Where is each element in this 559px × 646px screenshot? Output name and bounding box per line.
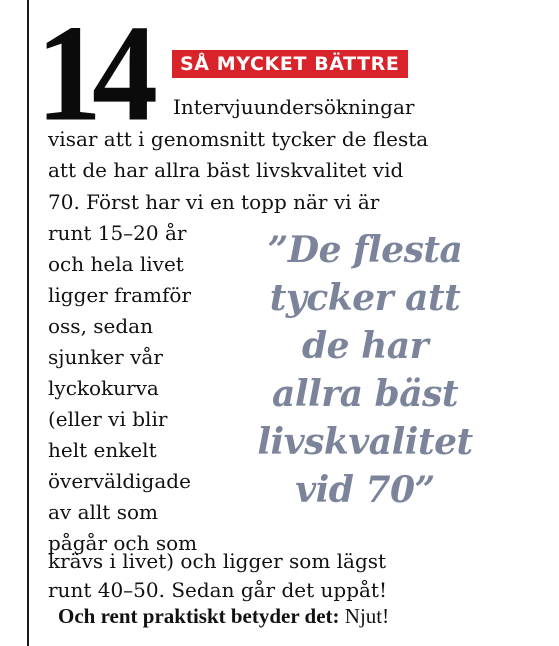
body-line: helt enkelt <box>48 438 157 462</box>
body-line: av allt som <box>48 500 158 524</box>
pull-quote-line: allra bäst <box>272 373 458 415</box>
pull-quote-line: livskvalitet <box>257 421 473 463</box>
body-line: (eller vi blir <box>48 407 168 431</box>
body-line: överväldigade <box>48 469 191 493</box>
pull-quote-line: de har <box>301 325 429 367</box>
body-line: runt 40–50. Sedan går det uppåt! <box>48 578 387 602</box>
pull-quote-line: vid 70” <box>295 469 435 511</box>
pull-quote <box>236 226 494 514</box>
body-line: runt 15–20 år <box>48 221 187 245</box>
body-line: och hela livet <box>48 252 184 276</box>
body-line: visar att i genomsnitt tycker de flesta <box>48 127 429 151</box>
article-number: 14 <box>36 0 148 150</box>
closing-line <box>58 603 389 629</box>
body-line: sjunker vår <box>48 345 163 369</box>
left-column-rule <box>27 0 29 646</box>
section-badge: SÅ MYCKET BÄTTRE <box>172 50 408 78</box>
body-line: Intervjuundersökningar <box>173 95 415 119</box>
closing-bold: Och rent praktiskt betyder det: <box>58 604 340 628</box>
body-line: krävs i livet) och ligger som lägst <box>48 549 387 573</box>
body-line: pågår och som <box>48 531 198 555</box>
body-line: ligger framför <box>48 283 192 307</box>
body-line: oss, sedan <box>48 314 153 338</box>
pull-quote-line: ”De flesta <box>267 229 463 271</box>
body-line: 70. Först har vi en topp när vi är <box>48 190 380 214</box>
body-line: lyckokurva <box>48 376 159 400</box>
closing-text: Njut! <box>339 604 390 628</box>
pull-quote-line: tycker att <box>269 277 461 319</box>
body-line: att de har allra bäst livskvalitet vid <box>48 158 404 182</box>
